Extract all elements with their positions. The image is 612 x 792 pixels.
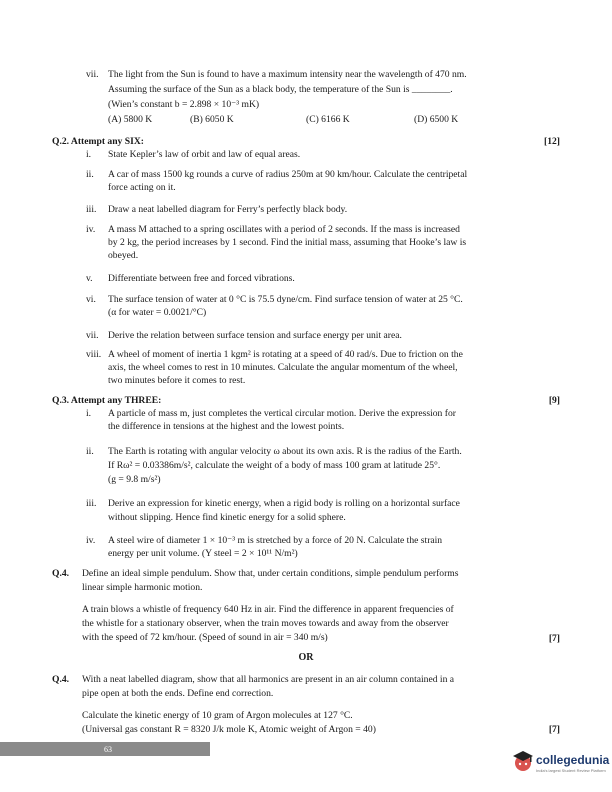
item-number: ii. [86,446,94,457]
question-text-line: (α for water = 0.0021/°C) [108,307,207,318]
question-text-line: The Earth is rotating with angular velocity ω about its own axis. R is the radius of the Earth. [108,446,462,457]
question-text-line: the whistle for a stationary observer, when the train moves towards and away from the observer [82,618,449,629]
question-text-line: axis, the wheel comes to rest in 10 minutes. Calculate the angular momentum of the wheel, [108,362,458,373]
question-text-line: The light from the Sun is found to have a maximum intensity near the wavelength of 470 nm. [108,69,467,80]
item-number: v. [86,273,93,284]
item-number: viii. [86,349,102,360]
question-text-line: Define an ideal simple pendulum. Show that, under certain conditions, simple pendulum performs [82,568,459,579]
question-label: Q.4. [52,568,70,579]
page-number: 63 [104,745,112,754]
question-text-line: The surface tension of water at 0 °C is 75.5 dyne/cm. Find surface tension of water at 25 °C. [108,294,463,305]
item-number: iii. [86,498,97,509]
section-title: Q.2. Attempt any SIX: [52,136,144,147]
question-text-line: linear simple harmonic motion. [82,582,203,593]
item-number: iv. [86,224,96,235]
question-text-line: the difference in tensions at the highest and the lowest points. [108,421,345,432]
question-text-line: Calculate the kinetic energy of 10 gram of Argon molecules at 127 °C. [82,710,353,721]
section-marks: [9] [548,395,560,406]
item-number: vii. [86,330,99,341]
question-text-line: pipe open at both the ends. Define end correction. [82,688,274,699]
section-marks: [7] [548,633,560,644]
question-text-line: Derive an expression for kinetic energy, when a rigid body is rolling on a horizontal surface [108,498,460,509]
question-text-line: A wheel of moment of inertia 1 kgm² is rotating at a speed of 40 rad/s. Due to friction on the [108,349,463,360]
question-text-line: two minutes before it comes to rest. [108,375,246,386]
question-text-line: Assuming the surface of the Sun as a black body, the temperature of the Sun is ________. [108,84,453,95]
question-text-line: A train blows a whistle of frequency 640 Hz in air. Find the difference in apparent frequencies of [82,604,454,615]
item-number: vi. [86,294,96,305]
question-text-line: Derive the relation between surface tension and surface energy per unit area. [108,330,402,341]
item-number: iii. [86,204,97,215]
question-text-line: A mass M attached to a spring oscillates with a period of 2 seconds. If the mass is increased [108,224,460,235]
question-text-line: If Rω² = 0.03386m/s², calculate the weight of a body of mass 100 gram at latitude 25°. [108,460,441,471]
option-a: (A) 5800 K [108,114,153,125]
or-separator: OR [298,652,314,663]
brand-tagline: India's largest Student Review Platform [536,768,606,773]
question-text-line: force acting on it. [108,182,176,193]
question-text-line: With a neat labelled diagram, show that all harmonics are present in an air column contained in a [82,674,455,685]
question-text-line: (Universal gas constant R = 8320 J/k mole K, Atomic weight of Argon = 40) [82,724,376,735]
option-c: (C) 6166 K [306,114,350,125]
question-text-line: (g = 9.8 m/s²) [108,474,161,485]
question-text-line: obeyed. [108,250,139,261]
question-label: Q.4. [52,674,70,685]
graduation-cap-icon [512,749,534,773]
item-number: iv. [86,535,96,546]
question-text-line: A particle of mass m, just completes the vertical circular motion. Derive the expression for [108,408,456,419]
question-text-line: Draw a neat labelled diagram for Ferry’s perfectly black body. [108,204,348,215]
option-b: (B) 6050 K [190,114,234,125]
question-text-line: A car of mass 1500 kg rounds a curve of radius 250m at 90 km/hour. Calculate the centripetal [108,169,468,180]
section-title: Q.3. Attempt any THREE: [52,395,162,406]
option-d: (D) 6500 K [414,114,459,125]
item-number: ii. [86,169,94,180]
item-number: i. [86,408,92,419]
item-number: i. [86,149,92,160]
section-marks: [7] [548,724,560,735]
question-text-line: A steel wire of diameter 1 × 10⁻³ m is stretched by a force of 20 N. Calculate the strain [108,535,443,546]
section-marks: [12] [544,136,560,147]
question-text-line: with the speed of 72 km/hour. (Speed of sound in air = 340 m/s) [82,632,328,643]
question-text-line: without slipping. Hence find kinetic energy for a solid sphere. [108,512,346,523]
question-text-line: by 2 kg, the period increases by 1 second. Find the initial mass, assuming that Hooke’s law is [108,237,467,248]
question-text-line: State Kepler’s law of orbit and law of equal areas. [108,149,301,160]
brand-name: collegedunia [536,753,610,767]
question-text-line: (Wien’s constant b = 2.898 × 10⁻³ mK) [108,99,260,110]
question-text-line: Differentiate between free and forced vibrations. [108,273,295,284]
item-number: vii. [86,69,99,80]
question-text-line: energy per unit volume. (Y steel = 2 × 10¹¹ N/m²) [108,548,298,559]
